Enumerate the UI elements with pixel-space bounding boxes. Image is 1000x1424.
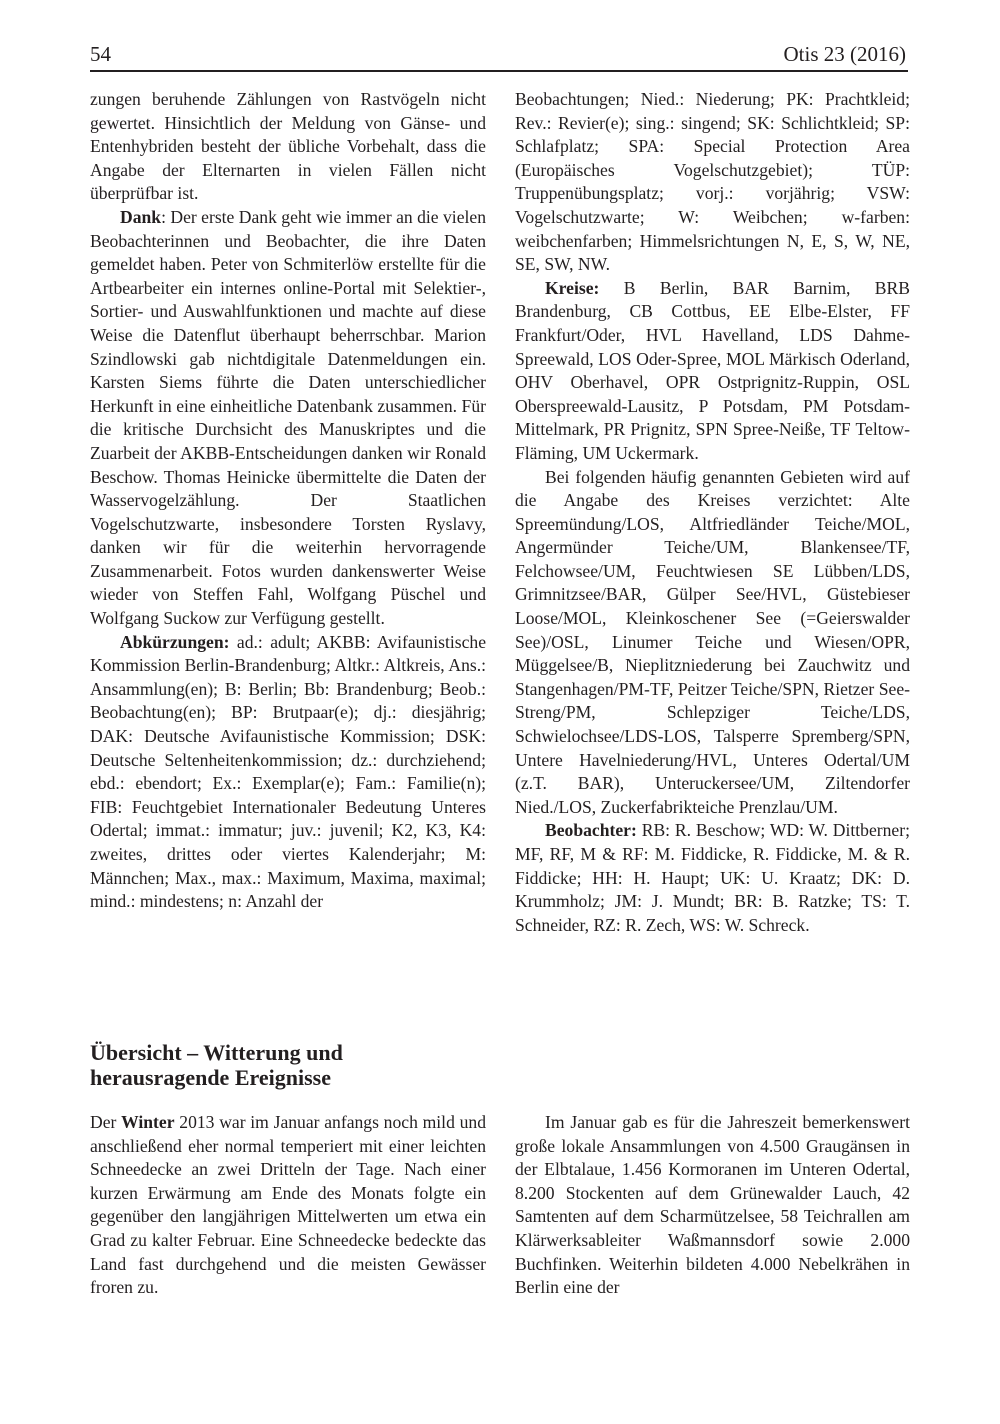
paragraph-winter [90,1111,486,1300]
winter-text: 2013 war im Januar anfangs noch mild und anschließend eher normal temperiert mit einer leichten Schneedecke an zwei Dritteln der Tage. Nach einer kurzen Erwärmung am Ende des Monats folgte ein gegenüber den langjährigen Mittelwerten um etwa ein Grad zu kalter Februar. Eine Schneedecke bedeckte das Land fast durchgehend und die meisten Gewässer froren zu. [90,1112,486,1298]
abkuerzungen-label: Abkürzungen: [120,631,230,652]
left-column-bottom [90,1111,486,1300]
paragraph-dank [90,206,486,631]
beobachter-text: RB: R. Beschow; WD: W. Dittberner; MF, RF, M & RF: M. Fiddicke, R. Fiddicke, M. & R. Fiddicke; HH: H. Haupt; UK: U. Kraatz; DK: D. Krummholz; JM: J. Mundt; BR: B. Ratzke; TS: T. Schneider, RZ: R. Zech, WS: W. Schreck. [515,820,910,935]
left-column-top [90,88,486,914]
paragraph-abkuerzungen [90,631,486,914]
beobachter-label: Beobachter: [545,820,637,841]
paragraph-abkuerzungen-cont: Beobachtungen; Nied.: Niederung; PK: Prachtkleid; Rev.: Revier(e); sing.: singend; SK: Schlichtkleid; SP: Schlafplatz; SPA: Special Protection Area (Europäisches Vogelschutzgebiet); TÜP: Truppenübungsplatz; vorj.: vorjährig; VSW: Vogelschutzwarte; W: Weibchen; w-farben: weibchenfarben; Himmelsrichtungen N, E, S, W, NE, SE, SW, NW. [515,89,910,275]
kreise-text: B Berlin, BAR Barnim, BRB Brandenburg, CB Cottbus, EE Elbe-Elster, FF Frankfurt/Oder, HVL Havelland, LDS Dahme-Spreewald, LOS Oder-Spree, MOL Märkisch Oderland, OHV Oberhavel, OPR Ostprignitz-Ruppin, OSL Oberspreewald-Lausitz, P Potsdam, PM Potsdam-Mittelmark, PR Prignitz, SPN Spree-Neiße, TF Teltow-Fläming, UM Uckermark. [515,277,910,463]
page-number: 54 [90,42,111,66]
right-column-top [515,88,910,937]
paragraph-counts-note: zungen beruhende Zählungen von Rastvögeln nicht gewertet. Hinsichtlich der Meldung von Gänse- und Entenhybriden besteht der übliche Vorbehalt, dass die Angabe der Elternarten in vielen Fällen nicht überprüfbar ist. [90,89,486,204]
winter-label: Winter [121,1112,175,1132]
page-header [90,40,908,72]
abkuerzungen-text: ad.: adult; AKBB: Avifaunistische Kommission Berlin-Brandenburg; Altkr.: Altkreis, Ans.: Ansammlung(en); B: Berlin; Bb: Brandenburg; Beob.: Beobachtung(en); BP: Brutpaar(e); dj.: diesjährig; DAK: Deutsche Avifaunistische Kommission; DSK: Deutsche Seltenheitenkommission; dz.: durchziehend; ebd.: ebendort; Ex.: Exemplar(e); Fam.: Familie(n); FIB: Feuchtgebiet Internationaler Bedeutung Unteres Odertal; immat.: immatur; juv.: juvenil; K2, K3, K4: zweites, drittes oder viertes Kalenderjahr; M: Männchen; Max., max.: Maximum, Maxima, maximal; mind.: mindestens; n: Anzahl der [90,631,486,912]
paragraph-januar: Im Januar gab es für die Jahreszeit bemerkenswert große lokale Ansammlungen von 4.500 Graugänsen in der Elbtalaue, 1.456 Kormoranen im Unteren Odertal, 8.200 Stockenten auf dem Grünewalder Lauch, 42 Samtenten auf dem Scharmützelsee, 58 Teichrallen am Klärwerksableiter Waßmannsdorf sowie 2.000 Buchfinken. Weiterhin bildeten 4.000 Nebelkrähen in Berlin eine der [515,1112,910,1298]
journal-citation: Otis 23 (2016) [783,42,906,66]
dank-label: Dank [120,206,162,227]
paragraph-kreise [515,277,910,466]
winter-pre: Der [90,1112,122,1132]
section-heading [90,1040,490,1090]
dank-text: : Der erste Dank geht wie immer an die vielen Beobachterinnen und Beobachter, die ihre Daten gemeldet haben. Peter von Schmiterlöw erstellte für die Artbearbeiter ein internes online-Portal mit Selektier-, Sortier- und Auswahlfunktionen und machte auf diese Weise die Datenflut überhaupt beherrschbar. Marion Szindlowski gab nichtdigitale Datenmeldungen ein. Karsten Siems führte die Daten unterschiedlicher Herkunft in eine einheitliche Datenbank zusammen. Für die kritische Durchsicht des Manuskriptes und die Zuarbeit der AKBB-Entscheidungen danken wir Ronald Beschow. Thomas Heinicke übermittelte die Daten der Wasservogelzählung. Der Staatlichen Vogelschutzwarte, insbesondere Torsten Ryslavy, danken wir für die weiterhin hervorragende Zusammenarbeit. Fotos wurden dankenswerter Weise wieder von Steffen Fahl, Wolfgang Püschel und Wolfgang Suckow zur Verfügung gestellt. [90,206,486,629]
paragraph-gebiete: Bei folgenden häufig genannten Gebieten wird auf die Angabe des Kreises verzichtet: Alte Spreemündung/LOS, Altfriedländer Teiche/MOL, Angermünder Teiche/UM, Blankensee/TF, Felchowsee/UM, Feuchtwiesen SE Lübben/LDS, Grimnitzsee/BAR, Gülper See/HVL, Güstebieser Loose/MOL, Kleinkoschener See (=Geierswalder See)/OSL, Linumer Teiche und Wiesen/OPR, Müggelsee/B, Nieplitzniederung bei Zauchwitz und Stangenhagen/PM-TF, Peitzer Teiche/SPN, Rietzer See-Streng/PM, Schlepziger Teiche/LDS, Schwielochsee/LDS-LOS, Talsperre Spremberg/SPN, Untere Havelniederung/HVL, Unteres Odertal/UM (z.T. BAR), Unteruckersee/UM, Ziltendorfer Nied./LOS, Zuckerfabrikteiche Prenzlau/UM. [515,466,910,817]
kreise-label: Kreise: [545,277,600,298]
section-heading-line2: herausragende Ereignisse [90,1065,331,1090]
section-heading-line1: Übersicht – Witterung und [90,1040,343,1065]
paragraph-beobachter [515,819,910,937]
right-column-bottom [515,1111,910,1300]
